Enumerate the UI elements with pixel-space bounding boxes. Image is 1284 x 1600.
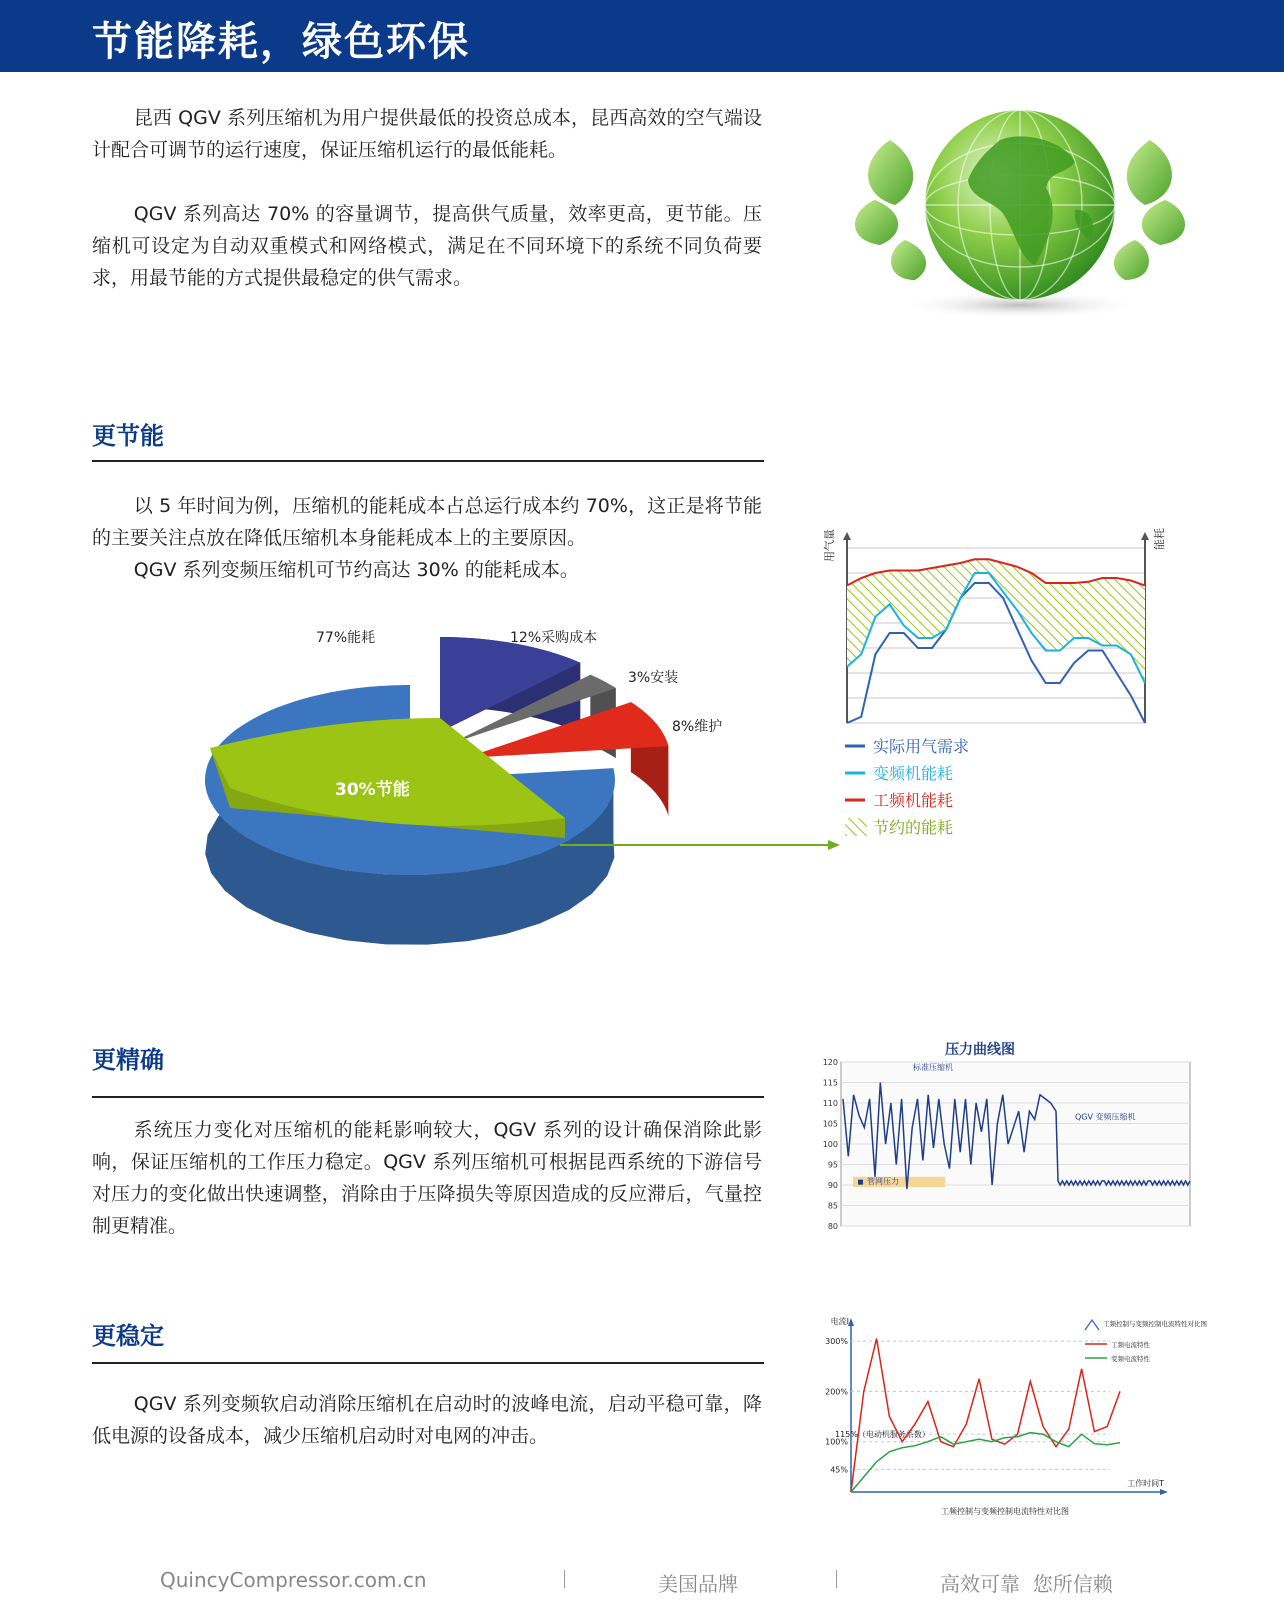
- axis-arrow: [1141, 532, 1149, 540]
- footer-website: QuincyCompressor.com.cn: [160, 1568, 427, 1592]
- y-tick-label: 110: [822, 1099, 838, 1108]
- pressure-curve-chart: [822, 1040, 1195, 1240]
- pipeline-pressure-marker: [858, 1180, 863, 1185]
- y-tick-label: 45%: [830, 1465, 848, 1475]
- section-title-energy: 更节能: [92, 422, 164, 450]
- y-tick-label: 105: [822, 1119, 838, 1129]
- annotation-qgv: QGV 变频压缩机: [1075, 1112, 1136, 1122]
- y-tick-label: 100%: [825, 1437, 848, 1447]
- energy-paragraph-2: QGV 系列变频压缩机可节约高达 30% 的能耗成本。: [133, 559, 579, 581]
- legend-label-fixed: 工频电流特性: [1111, 1341, 1150, 1349]
- cost-pie-chart: [190, 630, 750, 950]
- pie-label-0: 77%能耗: [316, 630, 376, 646]
- legend-triangle-icon: [1085, 1320, 1099, 1330]
- header-bar: [0, 0, 1284, 72]
- pipeline-pressure-label: 管网压力: [867, 1177, 899, 1187]
- legend-label-vfd: 变频电流特性: [1111, 1355, 1150, 1363]
- y-tick-label: 85: [827, 1201, 838, 1211]
- page-title: 节能降耗，绿色环保: [92, 19, 470, 65]
- section-title-precision: 更精确: [92, 1046, 164, 1074]
- green-globe-illustration: [850, 100, 1190, 330]
- y-tick-label: 115%（电动机服务系数）: [835, 1430, 930, 1440]
- pie-label-2: 3%安装: [628, 670, 679, 686]
- legend-label-saved: 节约的能耗: [873, 818, 954, 837]
- y-tick-label: 90: [827, 1181, 838, 1190]
- y-tick-label: 100: [822, 1140, 838, 1149]
- intro-paragraph-2: QGV 系列高达 70% 的容量调节，提高供气质量，效率更高，更节能。压缩机可设定为自动双重模式和网络模式，满足在不同环境下的系统不同负荷要求，用最节能的方式提供最稳定的供气需求。: [92, 203, 762, 289]
- y-axis-label: 电流I: [830, 1317, 849, 1326]
- pointer-arrow: [560, 835, 840, 855]
- precision-paragraph: 系统压力变化对压缩机的能耗影响较大，QGV 系列的设计确保消除此影响，保证压缩机的工作压力稳定。QGV 系列压缩机可根据昆西系统的下游信号对压力的变化做出快速调整，消除由于压降损失等原因造成的反应滞后，气量控制更精准。: [92, 1119, 762, 1237]
- intro-paragraph-1: 昆西 QGV 系列压缩机为用户提供最低的投资总成本，昆西高效的空气端设计配合可调节的运行速度，保证压缩机运行的最低能耗。: [92, 107, 762, 161]
- pie-label-1: 12%采购成本: [510, 630, 598, 646]
- energy-paragraph-1: 以 5 年时间为例，压缩机的能耗成本占总运行成本约 70%，这正是将节能的主要关注点放在降低压缩机本身能耗成本上的主要原因。: [92, 495, 762, 549]
- section-divider: [92, 1362, 764, 1364]
- footer-brand: 美国品牌: [658, 1572, 738, 1596]
- legend-title: 工频控制与变频控制电流特性对比图: [1103, 1320, 1207, 1328]
- energy-comparison-chart: [823, 528, 1195, 868]
- y-tick-label: 115: [822, 1078, 838, 1088]
- footer-separator: [836, 1570, 837, 1588]
- y-tick-label: 120: [822, 1058, 838, 1067]
- footer-separator: [564, 1570, 565, 1588]
- section-divider: [92, 460, 764, 462]
- annotation-standard: 标准压缩机: [913, 1063, 953, 1073]
- section-title-stability: 更稳定: [92, 1322, 164, 1350]
- stability-paragraph: QGV 系列变频软启动消除压缩机在启动时的波峰电流，启动平稳可靠，降低电源的设备成本，减少压缩机启动时对电网的冲击。: [92, 1393, 762, 1447]
- pie-label-3: 8%维护: [672, 719, 723, 735]
- legend-label-1: 变频机能耗: [873, 764, 954, 783]
- pressure-chart-title: 压力曲线图: [945, 1042, 1015, 1058]
- section-divider: [92, 1096, 764, 1098]
- y-tick-label: 300%: [825, 1337, 848, 1347]
- current-comparison-chart: [825, 1316, 1207, 1521]
- y-label-right: 能耗: [1153, 528, 1166, 550]
- current-chart-title: 工频控制与变频控制电流特性对比图: [941, 1507, 1069, 1516]
- axis-arrow: [1160, 1489, 1168, 1495]
- footer-slogan: 高效可靠 您所信赖: [940, 1572, 1113, 1596]
- legend-swatch: [845, 818, 867, 836]
- y-tick-label: 200%: [825, 1387, 848, 1397]
- legend-label-2: 工频机能耗: [873, 791, 954, 810]
- pie-label-savings: 30%节能: [335, 780, 410, 800]
- x-axis-label: 工作时间T: [1127, 1479, 1164, 1488]
- axis-arrow: [843, 532, 851, 540]
- y-tick-label: 95: [827, 1160, 838, 1170]
- legend-label-0: 实际用气需求: [873, 737, 970, 756]
- y-tick-label: 80: [827, 1222, 838, 1231]
- y-label-left: 用气量: [823, 529, 836, 562]
